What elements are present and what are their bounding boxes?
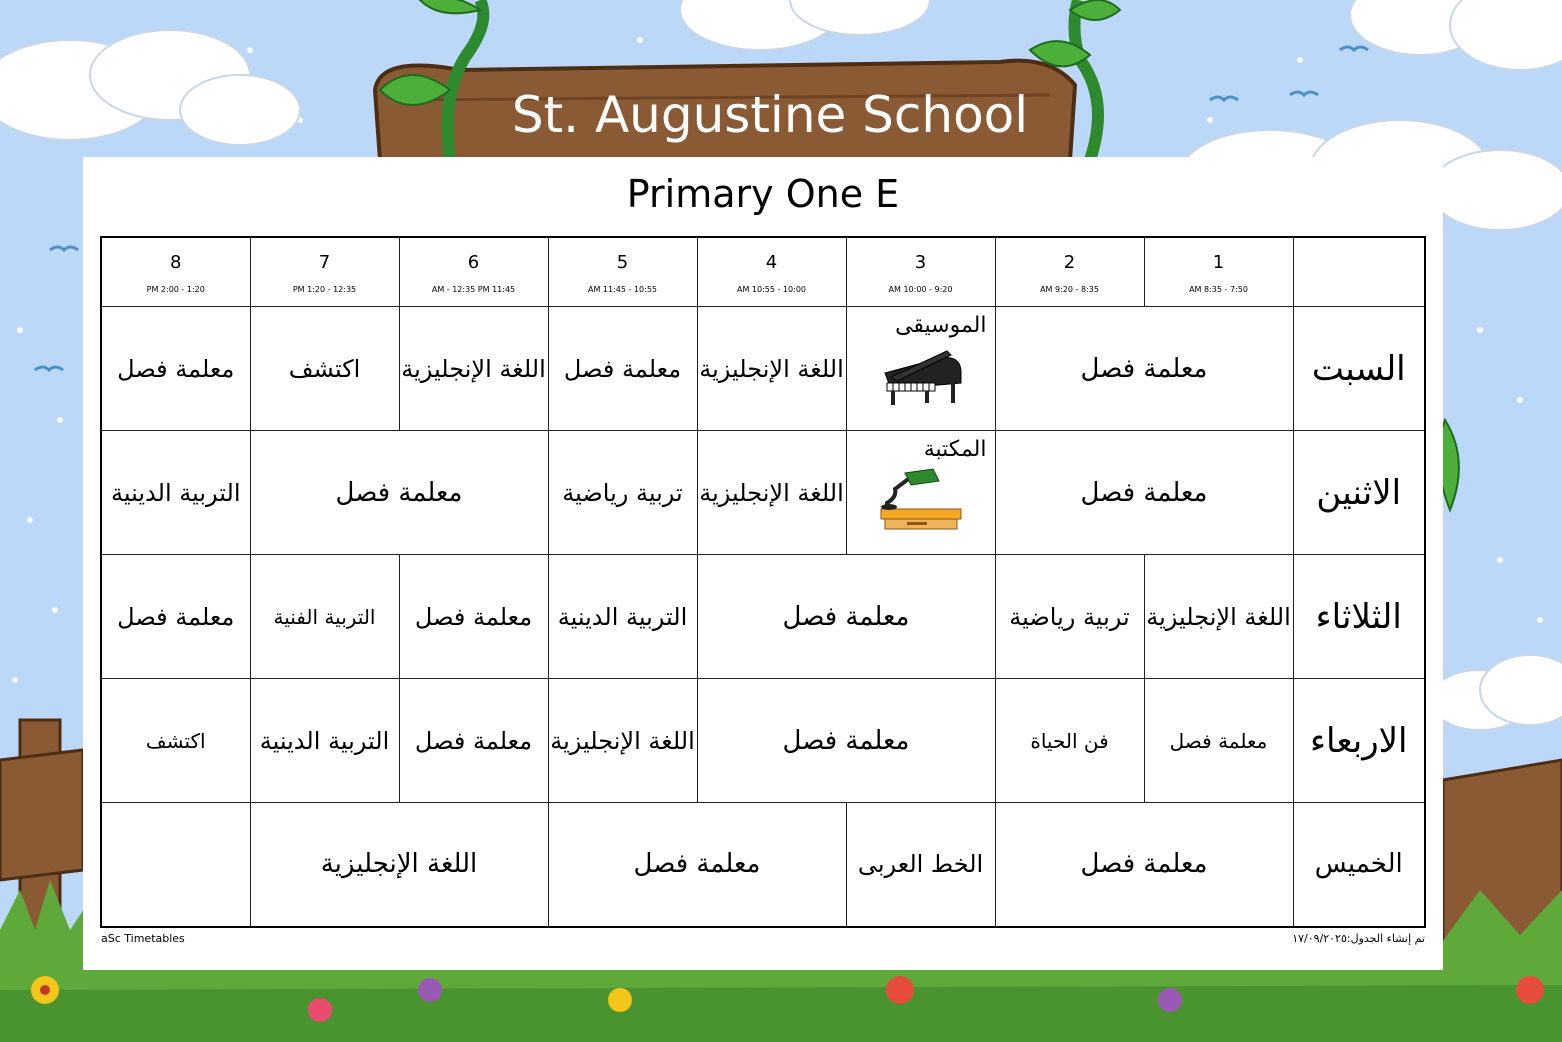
lesson-cell: اللغة الإنجليزية bbox=[399, 307, 548, 431]
lesson-label: الموسيقى bbox=[895, 313, 987, 338]
lesson-cell bbox=[101, 803, 250, 927]
period-number: 5 bbox=[616, 252, 629, 273]
period-time: 1:20 - 2:00 PM bbox=[146, 285, 205, 294]
period-header bbox=[1144, 237, 1293, 307]
period-number: 8 bbox=[170, 252, 182, 273]
lesson-cell: اللغة الإنجليزية bbox=[697, 307, 846, 431]
timetable bbox=[100, 236, 1426, 928]
lesson-cell: معلمة فصل bbox=[101, 555, 250, 679]
lesson-cell: اللغة الإنجليزية bbox=[548, 679, 697, 803]
lesson-cell: التربية الدينية bbox=[101, 431, 250, 555]
period-number: 4 bbox=[765, 252, 778, 273]
header-row bbox=[101, 237, 1425, 307]
period-time: 10:55 - 11:45 AM bbox=[587, 285, 658, 294]
day-label: الثلاثاء bbox=[1293, 555, 1425, 679]
lesson-cell: معلمة فصل bbox=[995, 307, 1293, 431]
day-row-wednesday bbox=[101, 679, 1425, 803]
lesson-cell: معلمة فصل bbox=[101, 307, 250, 431]
footer-created-date: تم إنشاء الجدول:١٧/٠٩/٢٠٢٥ bbox=[1292, 932, 1425, 945]
day-label: الخميس bbox=[1293, 803, 1425, 927]
lesson-cell: معلمة فصل bbox=[1144, 679, 1293, 803]
lesson-cell: معلمة فصل bbox=[995, 803, 1293, 927]
lesson-cell-music bbox=[846, 307, 995, 431]
period-time: 12:35 - 1:20 PM bbox=[292, 285, 357, 294]
lesson-cell: معلمة فصل bbox=[250, 431, 548, 555]
lesson-cell: اكتشف bbox=[101, 679, 250, 803]
period-time: 7:50 - 8:35 AM bbox=[1189, 285, 1248, 294]
day-row-saturday bbox=[101, 307, 1425, 431]
period-header bbox=[399, 237, 548, 307]
day-row-thursday bbox=[101, 803, 1425, 927]
lesson-cell: تربية رياضية bbox=[995, 555, 1144, 679]
lesson-cell: تربية رياضية bbox=[548, 431, 697, 555]
lesson-cell: اللغة الإنجليزية bbox=[697, 431, 846, 555]
period-number: 6 bbox=[467, 252, 480, 273]
day-label: الاثنين bbox=[1293, 431, 1425, 555]
lesson-cell: اللغة الإنجليزية bbox=[250, 803, 548, 927]
period-header bbox=[697, 237, 846, 307]
lesson-cell: معلمة فصل bbox=[995, 431, 1293, 555]
period-number: 7 bbox=[318, 252, 331, 273]
piano-icon bbox=[877, 343, 967, 407]
day-row-tuesday bbox=[101, 555, 1425, 679]
lesson-cell: الخط العربى bbox=[846, 803, 995, 927]
footer-credit: aSc Timetables bbox=[101, 932, 185, 945]
period-time: 9:20 - 10:00 AM bbox=[888, 285, 953, 294]
lesson-cell: اللغة الإنجليزية bbox=[1144, 555, 1293, 679]
day-label: الاربعاء bbox=[1293, 679, 1425, 803]
lesson-cell: معلمة فصل bbox=[548, 803, 846, 927]
class-title: Primary One E bbox=[626, 172, 900, 216]
day-label: السبت bbox=[1293, 307, 1425, 431]
lesson-cell: معلمة فصل bbox=[697, 679, 995, 803]
period-number: 3 bbox=[914, 252, 927, 273]
lesson-cell: التربية الدينية bbox=[548, 555, 697, 679]
period-time: 11:45 AM - 12:35 PM bbox=[431, 285, 516, 294]
lesson-cell-library bbox=[846, 431, 995, 555]
period-header bbox=[250, 237, 399, 307]
lesson-cell: معلمة فصل bbox=[697, 555, 995, 679]
period-number: 2 bbox=[1063, 252, 1076, 273]
lesson-cell: معلمة فصل bbox=[399, 679, 548, 803]
lesson-cell: معلمة فصل bbox=[399, 555, 548, 679]
lesson-cell: اكتشف bbox=[250, 307, 399, 431]
desk-lamp-icon bbox=[877, 467, 967, 531]
period-header bbox=[995, 237, 1144, 307]
period-header bbox=[548, 237, 697, 307]
school-name: St. Augustine School bbox=[511, 86, 1029, 144]
lesson-label: المكتبة bbox=[923, 437, 987, 462]
lesson-cell: معلمة فصل bbox=[548, 307, 697, 431]
period-number: 1 bbox=[1212, 252, 1225, 273]
lesson-cell: فن الحياة bbox=[995, 679, 1144, 803]
corner-cell bbox=[1293, 237, 1425, 307]
period-header bbox=[101, 237, 250, 307]
period-time: 8:35 - 9:20 AM bbox=[1040, 285, 1099, 294]
day-row-monday bbox=[101, 431, 1425, 555]
period-header bbox=[846, 237, 995, 307]
period-time: 10:00 - 10:55 AM bbox=[736, 285, 807, 294]
lesson-cell: التربية الدينية bbox=[250, 679, 399, 803]
lesson-cell: التربية الفنية bbox=[250, 555, 399, 679]
